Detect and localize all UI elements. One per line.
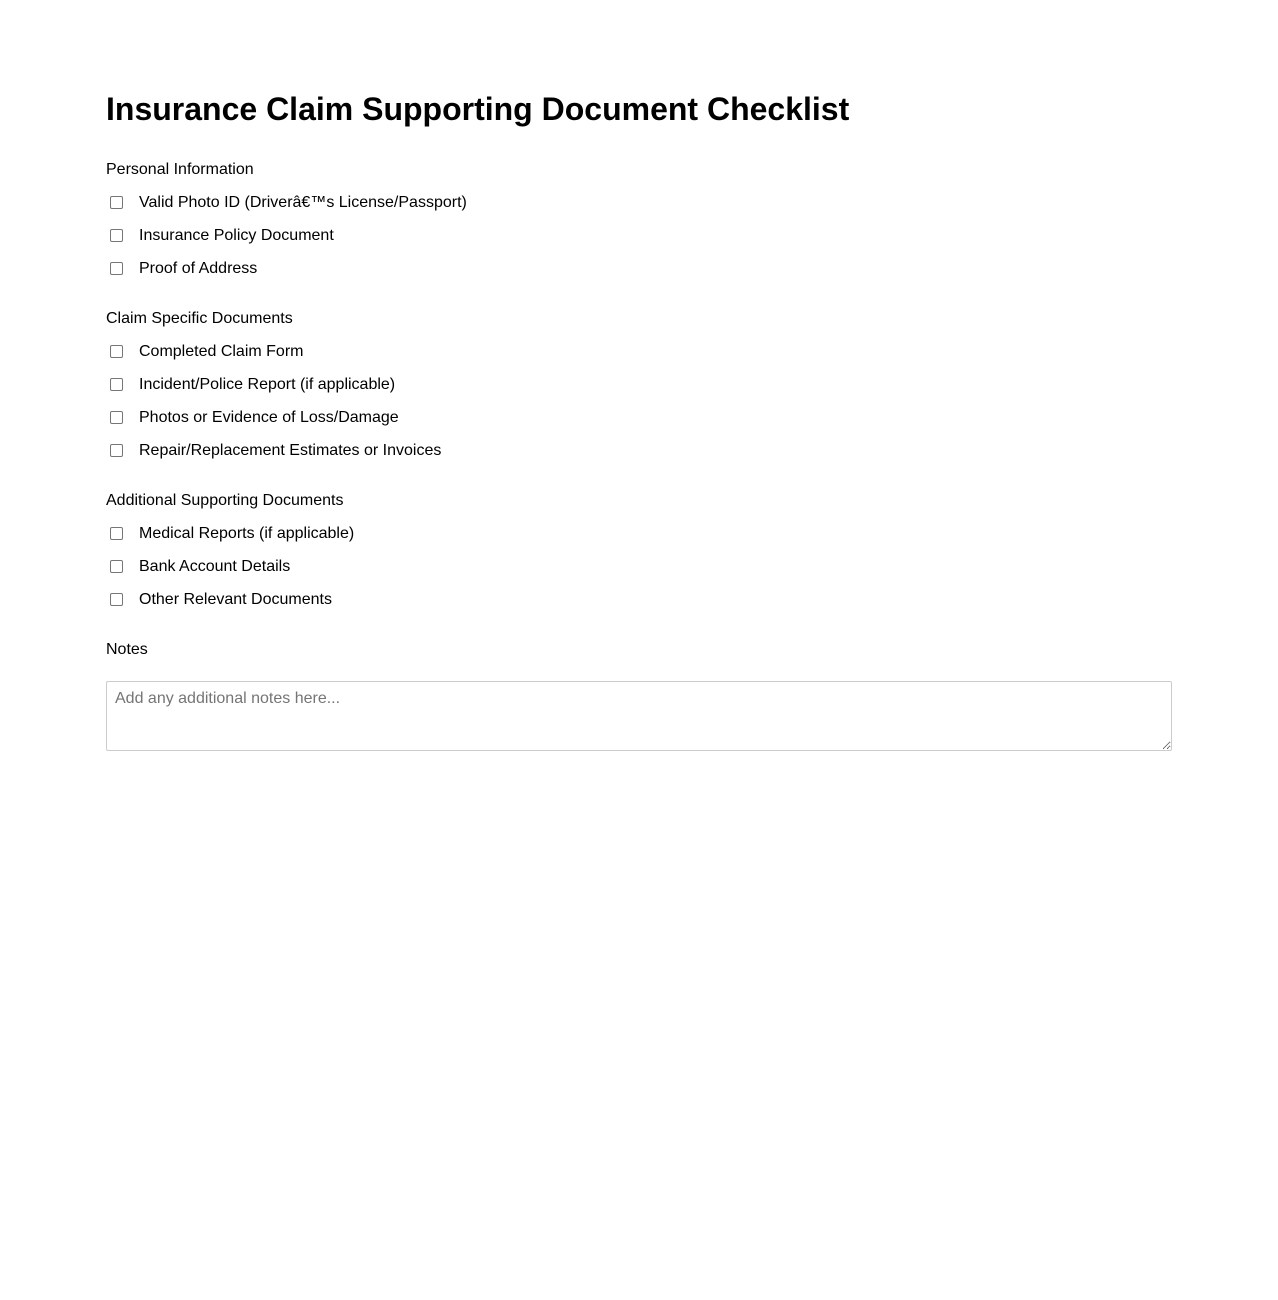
- checklist-item-label: Repair/Replacement Estimates or Invoices: [139, 441, 442, 459]
- checklist-item[interactable]: [106, 434, 1172, 467]
- checkbox[interactable]: [110, 560, 123, 573]
- checklist-item[interactable]: [106, 517, 1172, 550]
- section-title: Claim Specific Documents: [106, 310, 293, 327]
- checklist-item[interactable]: [106, 368, 1172, 401]
- checklist-item-label: Bank Account Details: [139, 557, 291, 575]
- checklist-item-label: Photos or Evidence of Loss/Damage: [139, 408, 399, 426]
- section-title: Personal Information: [106, 161, 254, 178]
- checklist-item-label: Proof of Address: [139, 259, 258, 277]
- checklist-item-label: Other Relevant Documents: [139, 590, 332, 608]
- checklist-item-label: Insurance Policy Document: [139, 226, 334, 244]
- checklist-item[interactable]: [106, 219, 1172, 252]
- checkbox[interactable]: [110, 593, 123, 606]
- checklist-item-label: Incident/Police Report (if applicable): [139, 375, 396, 393]
- checkbox[interactable]: [110, 229, 123, 242]
- page-title: Insurance Claim Supporting Document Checklist: [106, 91, 850, 127]
- checkbox[interactable]: [110, 196, 123, 209]
- checklist-item[interactable]: [106, 583, 1172, 616]
- notes-textarea[interactable]: [106, 681, 1172, 751]
- checklist-item[interactable]: [106, 252, 1172, 285]
- checkbox[interactable]: [110, 411, 123, 424]
- checkbox[interactable]: [110, 378, 123, 391]
- checkbox[interactable]: [110, 527, 123, 540]
- notes-label: Notes: [106, 641, 148, 658]
- checklist-item[interactable]: [106, 401, 1172, 434]
- checklist-item-label: Completed Claim Form: [139, 342, 304, 360]
- section-title: Additional Supporting Documents: [106, 492, 344, 509]
- checklist-item[interactable]: [106, 186, 1172, 219]
- checklist-page: [106, 0, 1172, 751]
- checkbox[interactable]: [110, 444, 123, 457]
- checkbox[interactable]: [110, 345, 123, 358]
- checklist-item[interactable]: [106, 550, 1172, 583]
- checklist-item-label: Medical Reports (if applicable): [139, 524, 355, 542]
- checklist-item-label: Valid Photo ID (Driverâ€™s License/Passport): [139, 193, 467, 211]
- checklist-item[interactable]: [106, 335, 1172, 368]
- checkbox[interactable]: [110, 262, 123, 275]
